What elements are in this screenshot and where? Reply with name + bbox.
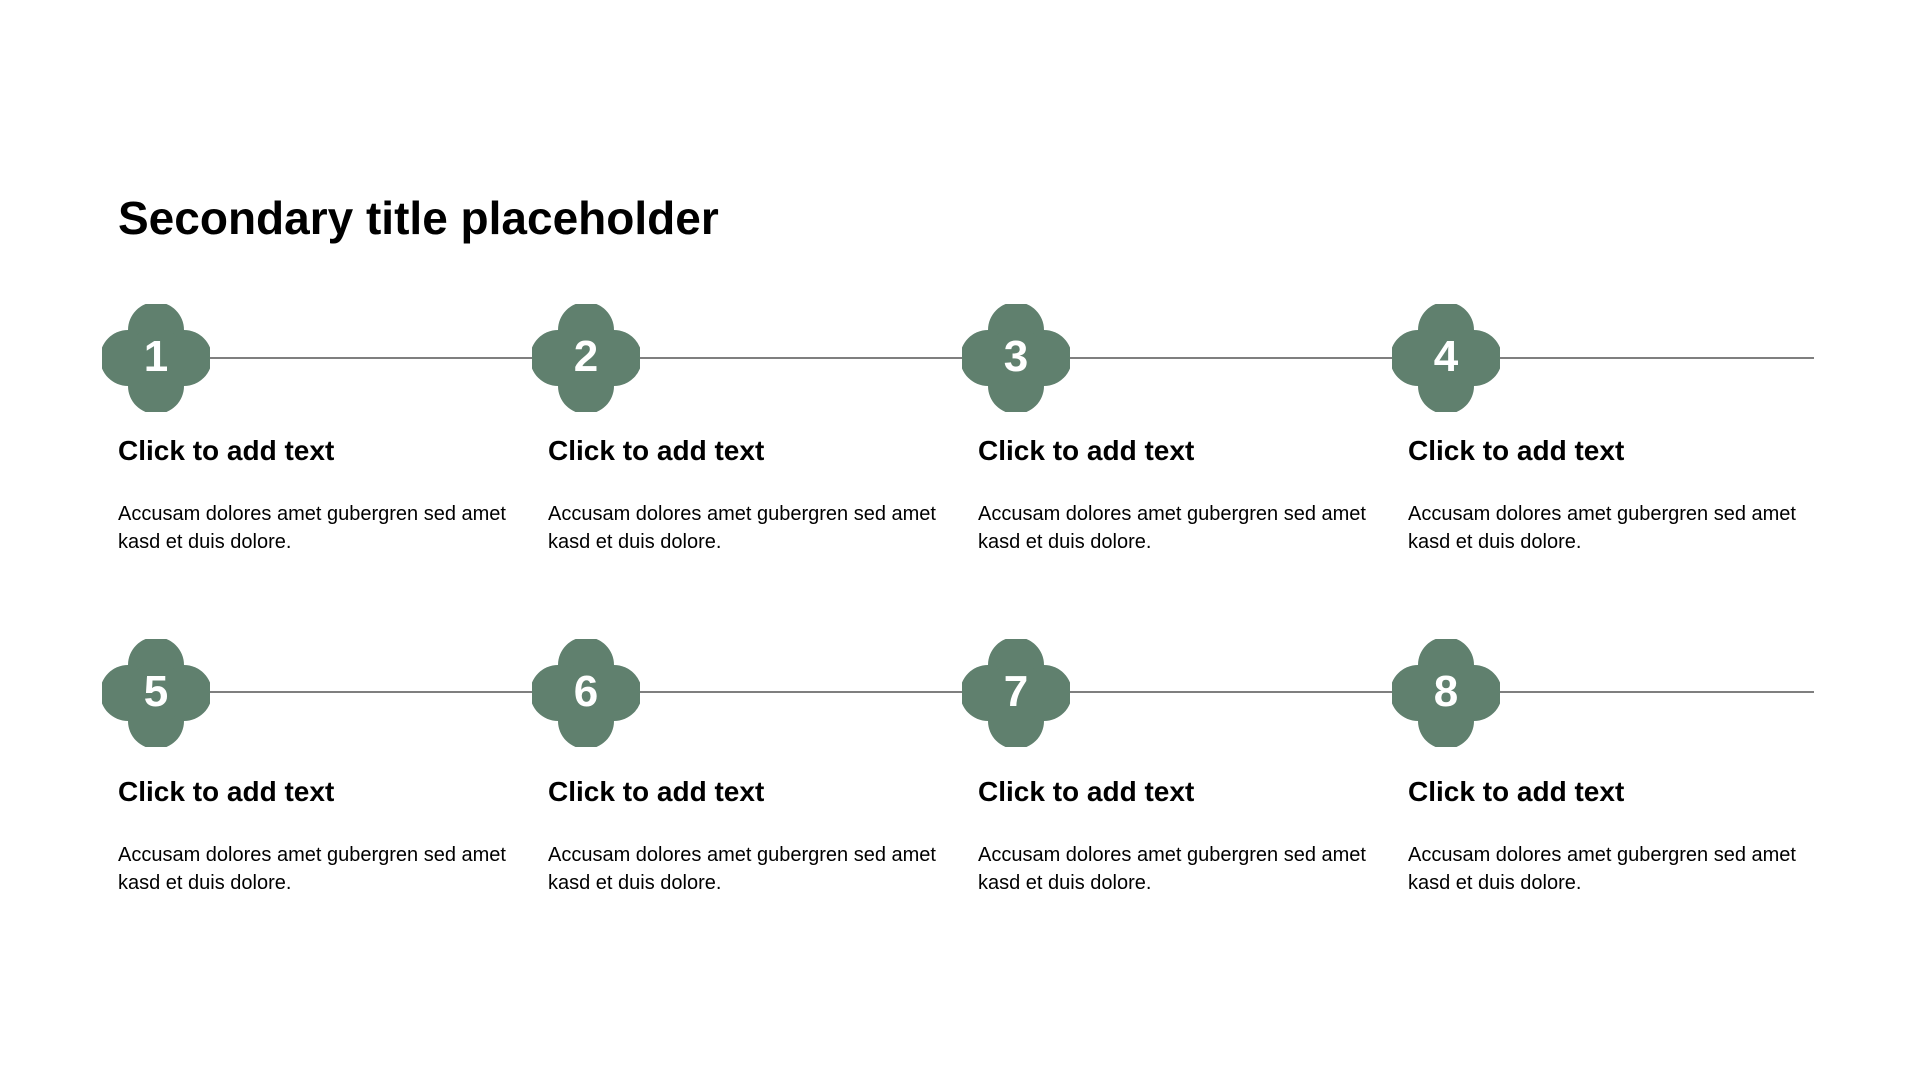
- slide-title[interactable]: Secondary title placeholder: [118, 192, 719, 244]
- step-8-badge[interactable]: [1392, 639, 1500, 747]
- text-placeholder-heading[interactable]: Click to add text: [548, 776, 765, 807]
- step-7-badge[interactable]: [962, 639, 1070, 747]
- text-placeholder-heading[interactable]: Click to add text: [548, 435, 765, 466]
- step-number: 7: [1003, 667, 1029, 716]
- text-placeholder-body[interactable]: Accusam dolores amet gubergren sed amet kasd et duis dolore.: [1408, 503, 1796, 553]
- text-placeholder-heading[interactable]: Click to add text: [978, 435, 1195, 466]
- step-item-7: [978, 639, 1398, 899]
- step-3-badge[interactable]: [962, 304, 1070, 412]
- text-placeholder-body[interactable]: Accusam dolores amet gubergren sed amet kasd et duis dolore.: [118, 503, 506, 553]
- step-6-badge[interactable]: [532, 639, 640, 747]
- text-placeholder-body[interactable]: Accusam dolores amet gubergren sed amet kasd et duis dolore.: [1408, 844, 1796, 894]
- text-placeholder-body[interactable]: Accusam dolores amet gubergren sed amet kasd et duis dolore.: [118, 844, 506, 894]
- step-number: 4: [1433, 332, 1459, 381]
- step-1-badge[interactable]: [102, 304, 210, 412]
- text-placeholder-heading[interactable]: Click to add text: [118, 776, 335, 807]
- step-item-4: [1408, 304, 1828, 564]
- step-item-3: [978, 304, 1398, 564]
- text-placeholder-heading[interactable]: Click to add text: [978, 776, 1195, 807]
- step-number: 3: [1003, 332, 1029, 381]
- step-number: 2: [573, 332, 599, 381]
- text-placeholder-body[interactable]: Accusam dolores amet gubergren sed amet kasd et duis dolore.: [548, 503, 936, 553]
- step-number: 5: [143, 667, 169, 716]
- step-number: 1: [143, 332, 169, 381]
- text-placeholder-body[interactable]: Accusam dolores amet gubergren sed amet kasd et duis dolore.: [548, 844, 936, 894]
- step-4-badge[interactable]: [1392, 304, 1500, 412]
- text-placeholder-heading[interactable]: Click to add text: [1408, 776, 1625, 807]
- step-item-2: [548, 304, 968, 564]
- text-placeholder-heading[interactable]: Click to add text: [118, 435, 335, 466]
- step-item-5: [118, 639, 538, 899]
- text-placeholder-body[interactable]: Accusam dolores amet gubergren sed amet kasd et duis dolore.: [978, 844, 1366, 894]
- step-2-badge[interactable]: [532, 304, 640, 412]
- step-5-badge[interactable]: [102, 639, 210, 747]
- text-placeholder-heading[interactable]: Click to add text: [1408, 435, 1625, 466]
- step-item-6: [548, 639, 968, 899]
- step-item-1: [118, 304, 538, 564]
- step-number: 8: [1433, 667, 1459, 716]
- step-item-8: [1408, 639, 1828, 899]
- step-number: 6: [573, 667, 599, 716]
- text-placeholder-body[interactable]: Accusam dolores amet gubergren sed amet kasd et duis dolore.: [978, 503, 1366, 553]
